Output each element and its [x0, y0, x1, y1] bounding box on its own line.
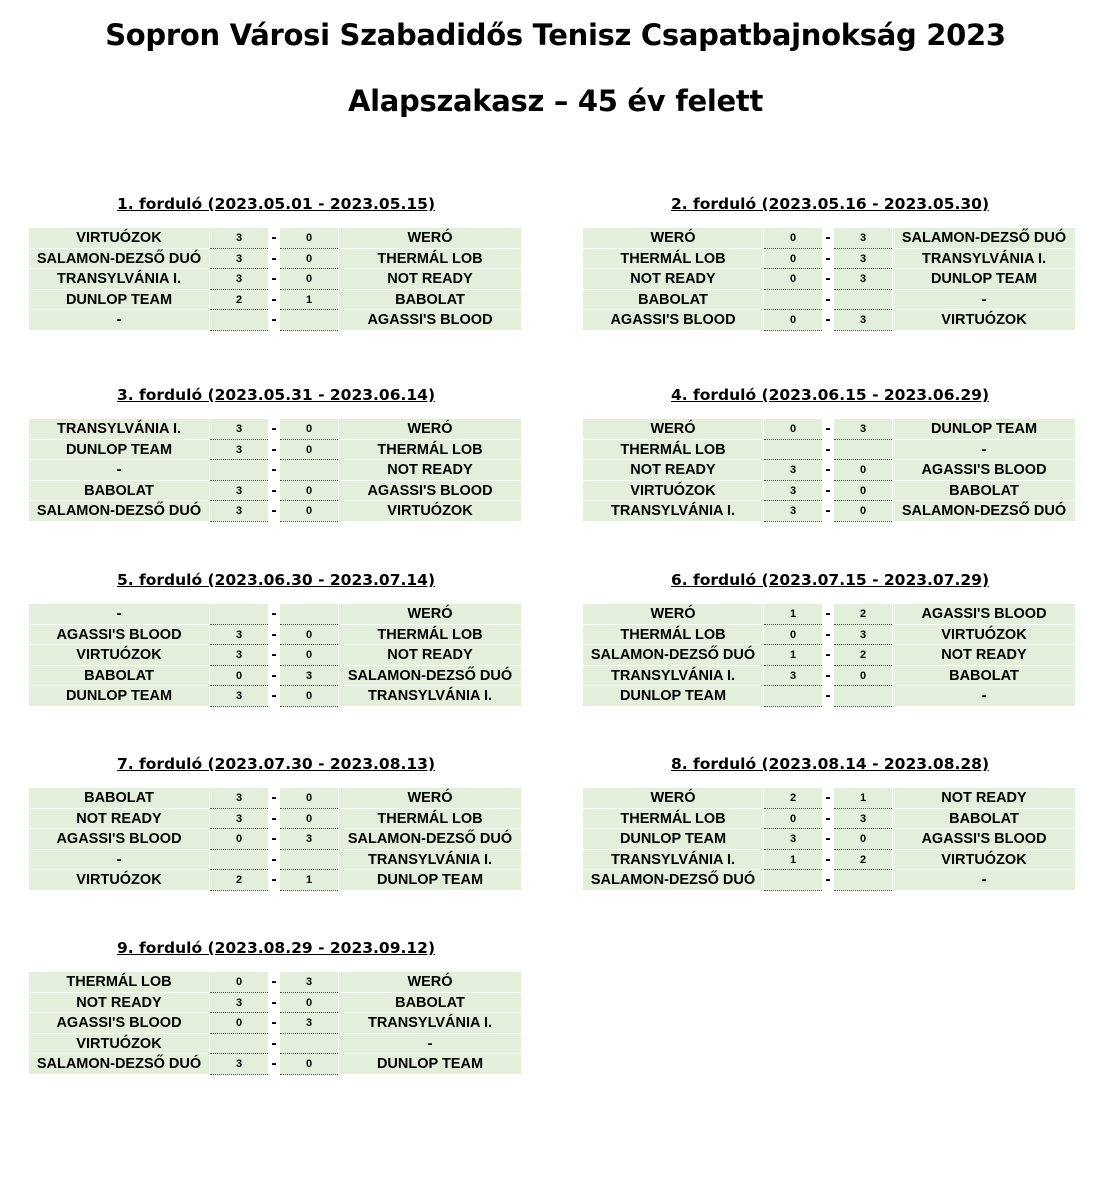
match-row — [29, 666, 523, 687]
away-score: 0 — [280, 440, 338, 461]
match-row — [29, 850, 523, 871]
away-score — [280, 1034, 338, 1055]
home-score: 3 — [210, 645, 268, 666]
match-row — [29, 829, 523, 850]
score-separator: - — [823, 269, 833, 290]
away-team: VIRTUÓZOK — [893, 310, 1075, 331]
away-team: TRANSYLVÁNIA I. — [893, 249, 1075, 270]
home-score: 2 — [210, 290, 268, 311]
score-separator: - — [823, 440, 833, 461]
home-score: 0 — [210, 972, 268, 993]
home-score: 0 — [764, 809, 822, 830]
match-row — [583, 809, 1077, 830]
match-row — [583, 440, 1077, 461]
away-team: BABOLAT — [339, 993, 521, 1014]
home-score — [210, 1034, 268, 1055]
away-team: WERÓ — [339, 228, 521, 249]
match-row — [583, 666, 1077, 687]
match-row — [29, 686, 523, 707]
home-team: SALAMON-DEZSŐ DUÓ — [29, 501, 209, 522]
away-team: SALAMON-DEZSŐ DUÓ — [339, 829, 521, 850]
match-row — [29, 440, 523, 461]
away-score — [834, 440, 892, 461]
away-team: AGASSI'S BLOOD — [339, 310, 521, 331]
away-score: 3 — [834, 625, 892, 646]
away-score: 0 — [834, 481, 892, 502]
round-block — [29, 754, 523, 891]
home-score — [764, 870, 822, 891]
away-team: NOT READY — [893, 645, 1075, 666]
match-row — [583, 625, 1077, 646]
away-team: DUNLOP TEAM — [893, 269, 1075, 290]
away-score: 0 — [280, 686, 338, 707]
home-score: 0 — [210, 829, 268, 850]
home-score: 0 — [764, 269, 822, 290]
match-row — [29, 501, 523, 522]
away-team: VIRTUÓZOK — [893, 625, 1075, 646]
score-separator: - — [269, 228, 279, 249]
away-score: 0 — [834, 460, 892, 481]
home-team: VIRTUÓZOK — [29, 645, 209, 666]
score-separator: - — [269, 310, 279, 331]
away-score: 0 — [834, 829, 892, 850]
score-separator: - — [823, 310, 833, 331]
match-row — [29, 809, 523, 830]
home-score: 3 — [210, 249, 268, 270]
away-team: THERMÁL LOB — [339, 249, 521, 270]
score-separator: - — [269, 501, 279, 522]
score-separator: - — [269, 829, 279, 850]
round-heading: 5. forduló (2023.06.30 - 2023.07.14) — [116, 571, 436, 589]
away-team: NOT READY — [893, 788, 1075, 809]
home-score: 0 — [764, 228, 822, 249]
score-separator: - — [823, 460, 833, 481]
away-score: 3 — [280, 829, 338, 850]
home-team: NOT READY — [29, 809, 209, 830]
away-team: AGASSI'S BLOOD — [893, 460, 1075, 481]
away-score: 0 — [834, 501, 892, 522]
score-separator: - — [269, 625, 279, 646]
score-separator: - — [269, 972, 279, 993]
home-score — [764, 290, 822, 311]
away-score — [834, 686, 892, 707]
match-row — [583, 269, 1077, 290]
match-row — [29, 625, 523, 646]
home-team: TRANSYLVÁNIA I. — [29, 269, 209, 290]
match-row — [583, 829, 1077, 850]
away-score — [834, 870, 892, 891]
match-row — [29, 290, 523, 311]
home-score: 0 — [764, 249, 822, 270]
home-team: WERÓ — [583, 419, 763, 440]
home-team: DUNLOP TEAM — [29, 686, 209, 707]
away-score: 0 — [280, 1054, 338, 1075]
score-separator: - — [269, 269, 279, 290]
home-score: 1 — [764, 604, 822, 625]
score-separator: - — [269, 645, 279, 666]
home-score — [210, 460, 268, 481]
match-row — [29, 604, 523, 625]
home-team: THERMÁL LOB — [583, 625, 763, 646]
match-row — [29, 310, 523, 331]
score-separator: - — [269, 249, 279, 270]
home-team: DUNLOP TEAM — [29, 290, 209, 311]
home-team: BABOLAT — [29, 788, 209, 809]
away-team: TRANSYLVÁNIA I. — [339, 1013, 521, 1034]
match-row — [583, 249, 1077, 270]
score-separator: - — [269, 666, 279, 687]
score-separator: - — [823, 870, 833, 891]
home-score: 1 — [764, 645, 822, 666]
round-heading: 2. forduló (2023.05.16 - 2023.05.30) — [670, 195, 990, 213]
away-score — [280, 604, 338, 625]
score-separator: - — [823, 829, 833, 850]
score-separator: - — [269, 1054, 279, 1075]
home-score: 3 — [764, 481, 822, 502]
score-separator: - — [269, 870, 279, 891]
round-block — [583, 754, 1077, 891]
away-score: 0 — [834, 666, 892, 687]
away-team: DUNLOP TEAM — [893, 419, 1075, 440]
match-row — [29, 419, 523, 440]
home-score: 3 — [764, 829, 822, 850]
away-team: TRANSYLVÁNIA I. — [339, 686, 521, 707]
away-score — [280, 460, 338, 481]
round-block — [29, 385, 523, 522]
home-team: THERMÁL LOB — [583, 440, 763, 461]
away-team: - — [893, 290, 1075, 311]
match-row — [29, 1034, 523, 1055]
score-separator: - — [823, 604, 833, 625]
away-score: 0 — [280, 481, 338, 502]
away-score: 2 — [834, 604, 892, 625]
score-separator: - — [269, 460, 279, 481]
home-score: 3 — [210, 419, 268, 440]
away-team: BABOLAT — [893, 666, 1075, 687]
away-score: 3 — [834, 249, 892, 270]
away-team: AGASSI'S BLOOD — [893, 604, 1075, 625]
away-team: AGASSI'S BLOOD — [339, 481, 521, 502]
match-row — [29, 249, 523, 270]
away-team: THERMÁL LOB — [339, 625, 521, 646]
home-team: VIRTUÓZOK — [29, 870, 209, 891]
score-separator: - — [269, 686, 279, 707]
home-team: BABOLAT — [29, 666, 209, 687]
home-score: 3 — [764, 460, 822, 481]
away-team: - — [339, 1034, 521, 1055]
home-score: 3 — [210, 481, 268, 502]
score-separator: - — [823, 809, 833, 830]
away-team: SALAMON-DEZSŐ DUÓ — [893, 228, 1075, 249]
away-team: NOT READY — [339, 645, 521, 666]
score-separator: - — [823, 788, 833, 809]
home-score: 3 — [764, 666, 822, 687]
away-score: 3 — [834, 419, 892, 440]
round-block — [583, 194, 1077, 331]
away-score: 1 — [280, 870, 338, 891]
score-separator: - — [269, 1013, 279, 1034]
match-row — [583, 501, 1077, 522]
score-separator: - — [823, 666, 833, 687]
away-score: 3 — [280, 972, 338, 993]
away-score: 0 — [280, 809, 338, 830]
home-team: DUNLOP TEAM — [583, 686, 763, 707]
away-team: WERÓ — [339, 604, 521, 625]
match-row — [583, 870, 1077, 891]
match-row — [29, 993, 523, 1014]
home-score: 0 — [764, 419, 822, 440]
home-score — [764, 440, 822, 461]
match-row — [583, 645, 1077, 666]
away-team: WERÓ — [339, 419, 521, 440]
score-separator: - — [269, 993, 279, 1014]
match-row — [29, 228, 523, 249]
match-row — [29, 972, 523, 993]
home-team: - — [29, 460, 209, 481]
match-row — [583, 419, 1077, 440]
home-team: NOT READY — [29, 993, 209, 1014]
away-score: 0 — [280, 993, 338, 1014]
home-team: BABOLAT — [583, 290, 763, 311]
round-heading: 6. forduló (2023.07.15 - 2023.07.29) — [670, 571, 990, 589]
away-team: VIRTUÓZOK — [339, 501, 521, 522]
home-score: 3 — [764, 501, 822, 522]
match-row — [583, 788, 1077, 809]
away-score: 3 — [834, 228, 892, 249]
match-row — [583, 460, 1077, 481]
home-team: TRANSYLVÁNIA I. — [583, 501, 763, 522]
home-team: VIRTUÓZOK — [29, 228, 209, 249]
away-team: WERÓ — [339, 972, 521, 993]
home-team: AGASSI'S BLOOD — [29, 829, 209, 850]
home-score: 3 — [210, 686, 268, 707]
away-score: 0 — [280, 645, 338, 666]
away-score: 3 — [280, 666, 338, 687]
away-team: BABOLAT — [893, 481, 1075, 502]
match-row — [29, 1013, 523, 1034]
away-team: THERMÁL LOB — [339, 809, 521, 830]
match-row — [29, 645, 523, 666]
home-score: 3 — [210, 788, 268, 809]
score-separator: - — [269, 419, 279, 440]
home-team: BABOLAT — [29, 481, 209, 502]
away-score — [280, 310, 338, 331]
away-team: THERMÁL LOB — [339, 440, 521, 461]
away-score: 2 — [834, 645, 892, 666]
home-score: 0 — [764, 310, 822, 331]
match-row — [583, 290, 1077, 311]
away-team: TRANSYLVÁNIA I. — [339, 850, 521, 871]
home-team: WERÓ — [583, 788, 763, 809]
home-score: 3 — [210, 228, 268, 249]
away-score: 0 — [280, 249, 338, 270]
score-separator: - — [823, 481, 833, 502]
round-heading: 8. forduló (2023.08.14 - 2023.08.28) — [670, 755, 990, 773]
home-score: 2 — [764, 788, 822, 809]
score-separator: - — [269, 290, 279, 311]
away-score: 0 — [280, 269, 338, 290]
score-separator: - — [269, 440, 279, 461]
match-row — [29, 870, 523, 891]
away-score: 3 — [834, 269, 892, 290]
away-score: 0 — [280, 501, 338, 522]
home-team: VIRTUÓZOK — [583, 481, 763, 502]
away-score: 0 — [280, 419, 338, 440]
away-team: - — [893, 870, 1075, 891]
home-score — [210, 850, 268, 871]
score-separator: - — [269, 809, 279, 830]
home-score — [210, 604, 268, 625]
match-row — [583, 850, 1077, 871]
away-team: SALAMON-DEZSŐ DUÓ — [893, 501, 1075, 522]
home-team: NOT READY — [583, 269, 763, 290]
away-team: AGASSI'S BLOOD — [893, 829, 1075, 850]
home-score: 3 — [210, 501, 268, 522]
home-team: SALAMON-DEZSŐ DUÓ — [583, 645, 763, 666]
away-team: WERÓ — [339, 788, 521, 809]
home-team: THERMÁL LOB — [583, 249, 763, 270]
match-row — [583, 310, 1077, 331]
away-team: SALAMON-DEZSŐ DUÓ — [339, 666, 521, 687]
round-block — [583, 570, 1077, 707]
away-score: 0 — [280, 788, 338, 809]
home-score — [764, 686, 822, 707]
match-row — [29, 788, 523, 809]
home-team: THERMÁL LOB — [583, 809, 763, 830]
home-team: TRANSYLVÁNIA I. — [583, 850, 763, 871]
home-team: - — [29, 310, 209, 331]
away-score: 1 — [834, 788, 892, 809]
match-row — [583, 604, 1077, 625]
score-separator: - — [823, 228, 833, 249]
home-team: SALAMON-DEZSŐ DUÓ — [29, 1054, 209, 1075]
score-separator: - — [269, 481, 279, 502]
away-team: - — [893, 440, 1075, 461]
away-score: 3 — [834, 310, 892, 331]
round-block — [29, 938, 523, 1075]
away-team: VIRTUÓZOK — [893, 850, 1075, 871]
home-score: 1 — [764, 850, 822, 871]
round-heading: 7. forduló (2023.07.30 - 2023.08.13) — [116, 755, 436, 773]
home-score: 3 — [210, 809, 268, 830]
score-separator: - — [823, 645, 833, 666]
home-score: 3 — [210, 993, 268, 1014]
page-title: Sopron Városi Szabadidős Tenisz Csapatbajnokság 2023 — [105, 18, 1006, 52]
away-team: BABOLAT — [339, 290, 521, 311]
home-team: WERÓ — [583, 228, 763, 249]
home-team: DUNLOP TEAM — [583, 829, 763, 850]
home-team: NOT READY — [583, 460, 763, 481]
score-separator: - — [269, 604, 279, 625]
match-row — [29, 269, 523, 290]
match-row — [583, 481, 1077, 502]
away-score: 0 — [280, 625, 338, 646]
away-score: 2 — [834, 850, 892, 871]
away-team: - — [893, 686, 1075, 707]
home-score: 3 — [210, 1054, 268, 1075]
score-separator: - — [823, 501, 833, 522]
round-heading: 4. forduló (2023.06.15 - 2023.06.29) — [670, 386, 990, 404]
away-team: NOT READY — [339, 269, 521, 290]
match-row — [29, 481, 523, 502]
away-team: BABOLAT — [893, 809, 1075, 830]
home-team: - — [29, 850, 209, 871]
home-team: TRANSYLVÁNIA I. — [583, 666, 763, 687]
home-score: 0 — [210, 666, 268, 687]
away-team: DUNLOP TEAM — [339, 870, 521, 891]
home-score: 3 — [210, 625, 268, 646]
round-heading: 9. forduló (2023.08.29 - 2023.09.12) — [116, 939, 436, 957]
score-separator: - — [823, 686, 833, 707]
score-separator: - — [269, 788, 279, 809]
match-row — [29, 1054, 523, 1075]
page-subtitle: Alapszakasz – 45 év felett — [347, 84, 764, 118]
home-team: VIRTUÓZOK — [29, 1034, 209, 1055]
score-separator: - — [269, 1034, 279, 1055]
home-score: 2 — [210, 870, 268, 891]
home-team: AGASSI'S BLOOD — [29, 625, 209, 646]
home-team: DUNLOP TEAM — [29, 440, 209, 461]
score-separator: - — [823, 850, 833, 871]
home-team: SALAMON-DEZSŐ DUÓ — [583, 870, 763, 891]
away-score: 3 — [834, 809, 892, 830]
away-team: DUNLOP TEAM — [339, 1054, 521, 1075]
home-team: TRANSYLVÁNIA I. — [29, 419, 209, 440]
away-score: 3 — [280, 1013, 338, 1034]
score-separator: - — [823, 625, 833, 646]
away-score — [834, 290, 892, 311]
home-score: 0 — [764, 625, 822, 646]
home-team: AGASSI'S BLOOD — [29, 1013, 209, 1034]
away-score — [280, 850, 338, 871]
home-score: 0 — [210, 1013, 268, 1034]
home-team: AGASSI'S BLOOD — [583, 310, 763, 331]
score-separator: - — [823, 249, 833, 270]
home-score — [210, 310, 268, 331]
round-block — [583, 385, 1077, 522]
score-separator: - — [269, 850, 279, 871]
away-score: 0 — [280, 228, 338, 249]
round-heading: 1. forduló (2023.05.01 - 2023.05.15) — [116, 195, 436, 213]
home-team: - — [29, 604, 209, 625]
match-row — [583, 686, 1077, 707]
home-score: 3 — [210, 440, 268, 461]
away-score: 1 — [280, 290, 338, 311]
home-score: 3 — [210, 269, 268, 290]
match-row — [583, 228, 1077, 249]
home-team: THERMÁL LOB — [29, 972, 209, 993]
round-heading: 3. forduló (2023.05.31 - 2023.06.14) — [116, 386, 436, 404]
round-block — [29, 194, 523, 331]
match-row — [29, 460, 523, 481]
score-separator: - — [823, 419, 833, 440]
away-team: NOT READY — [339, 460, 521, 481]
round-block — [29, 570, 523, 707]
home-team: WERÓ — [583, 604, 763, 625]
home-team: SALAMON-DEZSŐ DUÓ — [29, 249, 209, 270]
score-separator: - — [823, 290, 833, 311]
